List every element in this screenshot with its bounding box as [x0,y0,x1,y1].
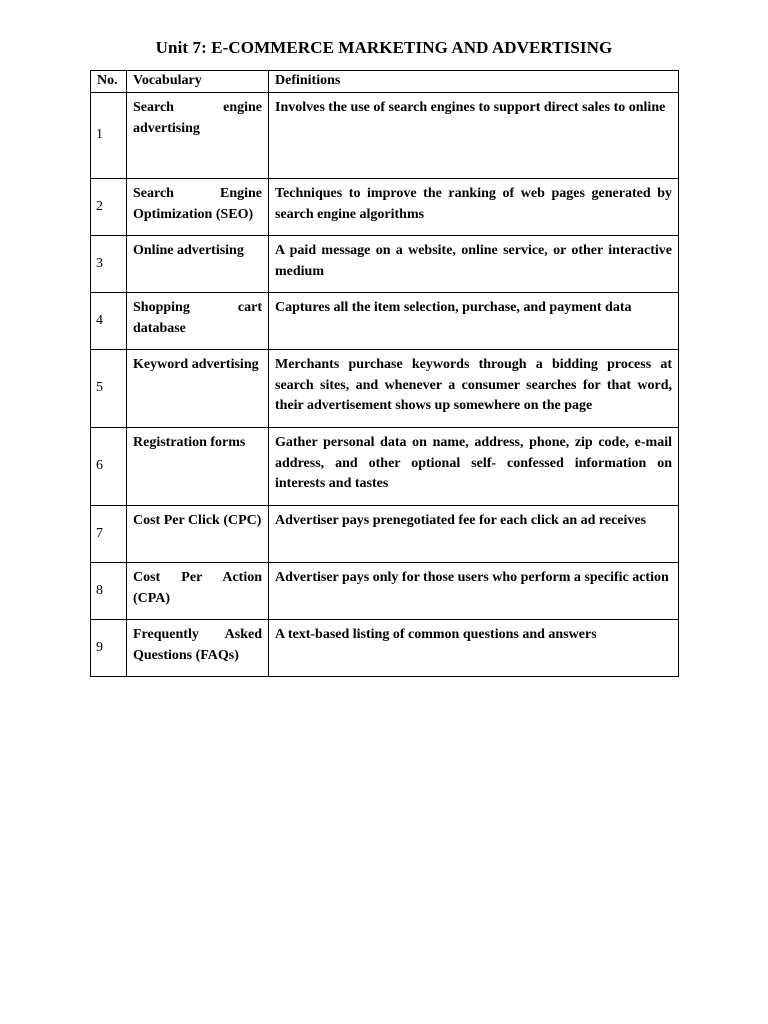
row-number: 8 [91,563,127,620]
row-number: 6 [91,428,127,506]
vocabulary-term: Online advertising [127,236,269,293]
definition-text: Merchants purchase keywords through a bidding process at search sites, and whenever a consumer searches for that word, their advertisement shows up somewhere on the page [269,350,679,428]
table-row [91,620,679,677]
header-definitions: Definitions [269,71,679,93]
definition-text: Techniques to improve the ranking of web pages generated by search engine algorithms [269,179,679,236]
table-header-row [91,71,679,93]
row-number: 4 [91,293,127,350]
table-row [91,563,679,620]
vocabulary-term: Shopping cart database [127,293,269,350]
vocabulary-term: Cost Per Click (CPC) [127,506,269,563]
table-row [91,93,679,179]
vocabulary-table [90,70,679,677]
definition-text: Captures all the item selection, purchase, and payment data [269,293,679,350]
row-number: 2 [91,179,127,236]
vocabulary-term: Keyword advertising [127,350,269,428]
vocabulary-term: Registration forms [127,428,269,506]
vocabulary-term: Search Engine Optimization (SEO) [127,179,269,236]
header-no: No. [91,71,127,93]
definition-text: Advertiser pays only for those users who perform a specific action [269,563,679,620]
definition-text: Advertiser pays prenegotiated fee for each click an ad receives [269,506,679,563]
row-number: 3 [91,236,127,293]
table-row [91,236,679,293]
definition-text: A paid message on a website, online service, or other interactive medium [269,236,679,293]
row-number: 7 [91,506,127,563]
vocabulary-term: Frequently Asked Questions (FAQs) [127,620,269,677]
page-title: Unit 7: E-COMMERCE MARKETING AND ADVERTISING [155,38,613,57]
header-vocabulary: Vocabulary [127,71,269,93]
row-number: 1 [91,93,127,179]
definition-text: Involves the use of search engines to support direct sales to online [269,93,679,179]
table-row [91,179,679,236]
definition-text: Gather personal data on name, address, phone, zip code, e-mail address, and other optional self- confessed information on interests and tastes [269,428,679,506]
table-row [91,506,679,563]
vocabulary-term: Search engine advertising [127,93,269,179]
table-row [91,350,679,428]
table-row [91,428,679,506]
definition-text: A text-based listing of common questions and answers [269,620,679,677]
row-number: 9 [91,620,127,677]
row-number: 5 [91,350,127,428]
vocabulary-term: Cost Per Action (CPA) [127,563,269,620]
table-row [91,293,679,350]
